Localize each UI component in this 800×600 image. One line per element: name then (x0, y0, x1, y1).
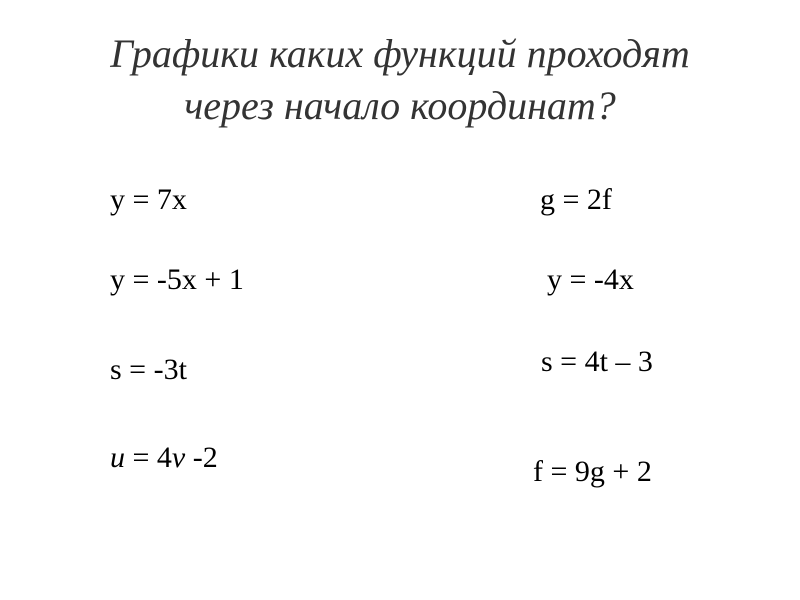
formula-left-2: y = -5x + 1 (110, 263, 244, 296)
formula-variable-v: v (171, 441, 186, 474)
formula-rest-part: -2 (185, 441, 218, 474)
formula-right-3: s = 4t – 3 (541, 345, 653, 378)
formula-left-4 (110, 440, 218, 476)
formula-right-4: f = 9g + 2 (533, 455, 652, 488)
formula-variable-u: u (110, 441, 125, 474)
title-line-2: через начало координат? (184, 83, 616, 128)
formula-equals-part: = 4 (125, 441, 172, 474)
formula-right-2: y = -4x (547, 263, 634, 296)
formula-left-1: y = 7x (110, 183, 187, 216)
page-title (0, 28, 800, 132)
formula-right-1: g = 2f (540, 183, 612, 216)
title-line-1: Графики каких функций проходят (110, 31, 690, 76)
formula-left-3: s = -3t (110, 353, 187, 386)
